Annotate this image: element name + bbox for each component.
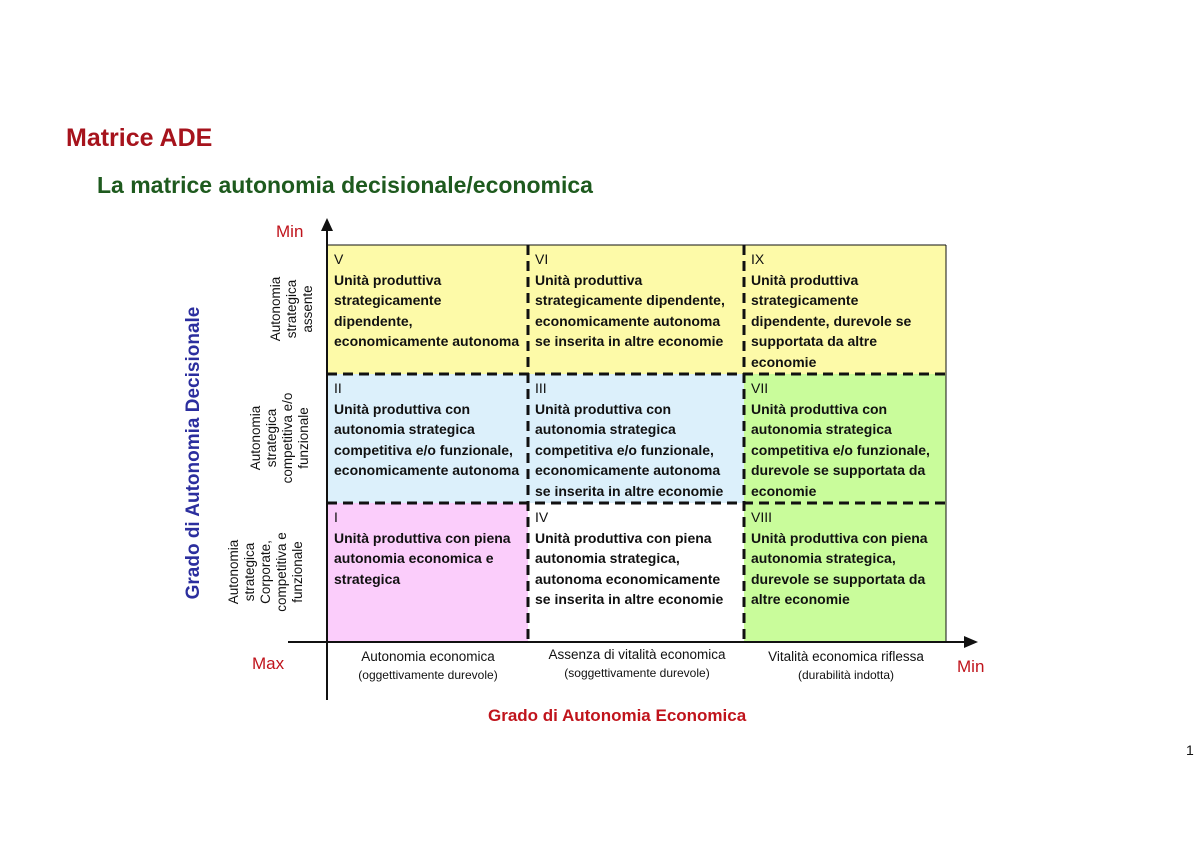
row-label-line: assente: [300, 285, 315, 333]
cell-number: V: [334, 251, 344, 267]
row-label-line: funzionale: [296, 407, 311, 469]
column-sublabel: (durabilità indotta): [797, 668, 895, 682]
cell-number: VI: [535, 251, 549, 267]
row-label-line: Autonomia: [226, 539, 241, 605]
row-label-line: Corporate,: [258, 540, 273, 604]
row-label-line: Autonomia: [268, 276, 283, 342]
cell-number: IX: [751, 251, 765, 267]
column-label-text: Assenza di vitalità economica: [548, 647, 726, 662]
column-sublabel: (oggettivamente durevole): [358, 668, 498, 682]
column-sublabel: (soggettivamente durevole): [564, 666, 710, 680]
cell-text: Unità produttiva con autonomia strategica competitiva e/o funzionale, economicamente autonoma se inserita in altre economie: [535, 400, 724, 499]
cell-number: II: [334, 380, 342, 396]
cell-text: Unità produttiva con autonomia strategica competitiva e/o funzionale, economicamente autonoma: [334, 400, 520, 478]
row-label-line: competitiva e/o: [280, 392, 295, 484]
y-axis-max-label: Max: [252, 654, 285, 673]
column-label-vitalita: [746, 648, 946, 684]
x-axis-title: Grado di Autonomia Economica: [488, 706, 747, 725]
column-label-text: Vitalità economica riflessa: [768, 649, 924, 664]
cell-number: IV: [535, 509, 549, 525]
cell-text: Unità produttiva strategicamente dipendente, durevole se supportata da altre economie: [751, 271, 912, 370]
row-label-line: strategica: [284, 279, 299, 339]
cell-text: Unità produttiva strategicamente dipendente, economicamente autonoma: [334, 271, 520, 349]
column-label-autonomia: [330, 648, 526, 684]
cell-number: VII: [751, 380, 769, 396]
cell-text: Unità produttiva con piena autonomia strategica, autonoma economicamente se inserita in altre economie: [535, 529, 724, 607]
cell-number: I: [334, 509, 338, 525]
cell-number: VIII: [751, 509, 773, 525]
row-label-line: strategica: [264, 408, 279, 468]
page-number: 1: [1186, 742, 1194, 758]
page-subtitle: La matrice autonomia decisionale/economica: [97, 172, 593, 198]
cell-text: Unità produttiva strategicamente dipendente, economicamente autonoma se inserita in altre economie: [535, 271, 725, 349]
cell-number: III: [535, 380, 547, 396]
cell-text: Unità produttiva con piena autonomia strategica, durevole se supportata da altre economie: [751, 529, 928, 607]
column-label-text: Autonomia economica: [361, 649, 495, 664]
x-axis-min-label: Min: [957, 657, 985, 676]
column-label-assenza: [530, 646, 744, 682]
row-label-line: Autonomia: [248, 405, 263, 471]
cell-text: Unità produttiva con piena autonomia economica e strategica: [334, 529, 511, 587]
row-label-line: strategica: [242, 542, 257, 602]
cell-text: Unità produttiva con autonomia strategica competitiva e/o funzionale, durevole se supportata da economie: [751, 400, 930, 499]
y-axis-min-label: Min: [276, 222, 304, 241]
row-label-line: funzionale: [290, 541, 305, 603]
page-title: Matrice ADE: [66, 124, 213, 152]
row-label-line: competitiva e: [274, 532, 289, 612]
